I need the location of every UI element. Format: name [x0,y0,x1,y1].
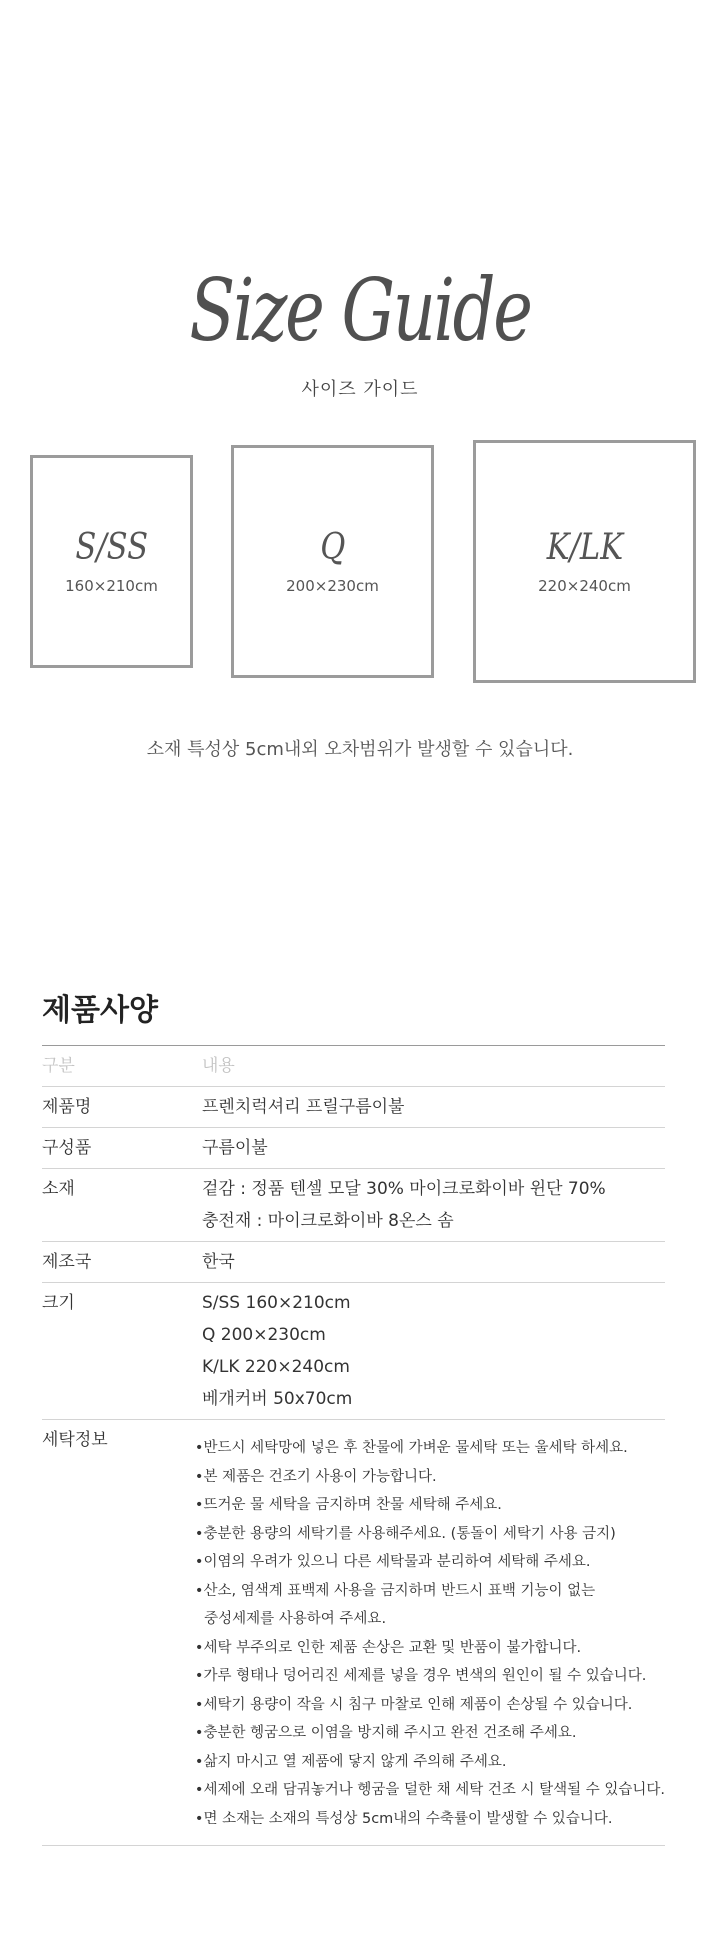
size-name: K/LK [546,526,623,568]
size-name: S/SS [75,526,148,568]
row-value: 베개커버 50x70cm [202,1389,353,1409]
row-value: 프렌치럭셔리 프릴구름이불 [202,1097,405,1117]
spec-title: 제품사양 [42,993,158,1028]
table-row-country [42,1242,665,1282]
wash-line: •면 소재는 소재의 특성상 5cm내의 수축률이 발생할 수 있습니다. [194,1810,613,1827]
table-row-components [42,1128,665,1168]
size-dimension: 160×210cm [65,577,158,596]
size-box-q [231,445,434,678]
wash-line: •충분한 용량의 세탁기를 사용해주세요. (통돌이 세탁기 사용 금지) [194,1525,616,1542]
wash-line: •세탁기 용량이 작을 시 침구 마찰로 인해 제품이 손상될 수 있습니다. [194,1696,633,1713]
table-divider [42,1845,665,1846]
table-row-product-name [42,1087,665,1127]
wash-line: 중성세제를 사용하여 주세요. [194,1611,387,1627]
wash-line: •이염의 우려가 있으니 다른 세탁물과 분리하여 세탁해 주세요. [194,1554,591,1570]
size-name: Q [319,526,346,568]
wash-line: •충분한 헹굼으로 이염을 방지해 주시고 완전 건조해 주세요. [194,1725,577,1741]
tolerance-note: 소재 특성상 5cm내외 오차범위가 발생할 수 있습니다. [146,739,574,760]
size-box-ss [30,455,193,668]
table-row-material [42,1169,665,1241]
size-dimension: 220×240cm [538,577,631,596]
wash-line: •세탁 부주의로 인한 제품 손상은 교환 및 반품이 불가합니다. [194,1639,582,1656]
row-key: 제조국 [42,1252,92,1272]
wash-line: •산소, 염색계 표백제 사용을 금지하며 반드시 표백 기능이 없는 [194,1582,596,1599]
row-value: K/LK 220×240cm [202,1357,350,1377]
table-row-washing [42,1420,665,1845]
size-box-k-lk [473,440,696,683]
table-row-size [42,1283,665,1419]
row-key: 크기 [42,1293,75,1313]
wash-line: •가루 형태나 덩어리진 세제를 넣을 경우 변색의 원인이 될 수 있습니다. [194,1668,647,1684]
row-value: 충전재 : 마이크로화이바 8온스 솜 [202,1211,454,1231]
row-value: 겉감 : 정품 텐셀 모달 30% 마이크로화이바 윈단 70% [202,1179,606,1199]
wash-instructions [195,1424,665,1845]
row-value: 구름이불 [202,1138,268,1158]
wash-line: •삶지 마시고 열 제품에 닿지 않게 주의해 주세요. [194,1753,507,1770]
row-key: 구성품 [42,1138,92,1158]
row-key: 소재 [42,1179,75,1199]
wash-line: •본 제품은 건조기 사용이 가능합니다. [194,1468,437,1485]
wash-line: •세제에 오래 담궈놓거나 헹굼을 덜한 채 세탁 건조 시 탈색될 수 있습니다. [194,1782,665,1798]
wash-line: •반드시 세탁망에 넣은 후 찬물에 가벼운 물세탁 또는 울세탁 하세요. [194,1440,628,1456]
row-value: Q 200×230cm [202,1325,326,1345]
size-dimension: 200×230cm [286,577,379,596]
header-key: 구분 [42,1056,75,1076]
row-value: 한국 [202,1252,235,1272]
wash-line: •뜨거운 물 세탁을 금지하며 찬물 세탁해 주세요. [194,1497,502,1513]
spec-table [42,1045,665,1846]
row-value: S/SS 160×210cm [202,1293,351,1313]
table-header-row [42,1046,665,1086]
size-guide-subtitle: 사이즈 가이드 [301,379,419,400]
row-key: 세탁정보 [42,1430,108,1450]
size-guide-title: Size Guide [189,261,531,361]
row-key: 제품명 [42,1097,92,1117]
header-value: 내용 [202,1056,235,1076]
